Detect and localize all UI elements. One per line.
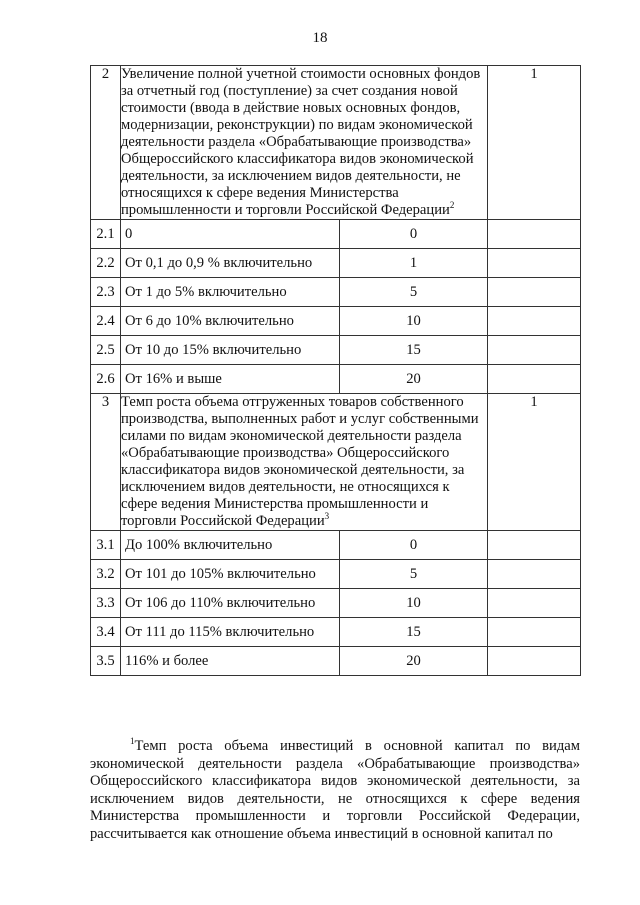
row-number: 3.3 (91, 589, 121, 618)
row-value: 10 (340, 589, 488, 618)
row-number: 2.6 (91, 365, 121, 394)
table-row (91, 336, 581, 365)
row-value: 1 (340, 249, 488, 278)
row-empty-cell (488, 220, 581, 249)
row-empty-cell (488, 307, 581, 336)
row-number: 3.2 (91, 560, 121, 589)
row-number: 2.2 (91, 249, 121, 278)
section-3-number: 3 (91, 394, 121, 531)
row-empty-cell (488, 336, 581, 365)
table-row (91, 531, 581, 560)
row-empty-cell (488, 365, 581, 394)
row-label: От 0,1 до 0,9 % включительно (121, 249, 340, 278)
footnote-marker: 1 (130, 736, 135, 747)
row-label: От 1 до 5% включительно (121, 278, 340, 307)
table-row (91, 647, 581, 676)
row-empty-cell (488, 647, 581, 676)
row-number: 2.3 (91, 278, 121, 307)
footnote-paragraph (90, 738, 580, 843)
footnote (90, 738, 580, 843)
row-number: 2.4 (91, 307, 121, 336)
row-value: 0 (340, 531, 488, 560)
section-2-title: Увеличение полной учетной стоимости основных фондов за отчетный год (поступление) за счет создания новой стоимости (ввода в действие новых основных фондов, модернизации, реконструкции) по видам экономической деятельности раздела «Обрабатывающие производства» Общероссийского классификатора видов экономической деятельности, за исключением видов деятельности, не относящихся к сфере ведения Министерства промышленности и торговли Российской Федерации (121, 66, 481, 218)
table-row (91, 307, 581, 336)
row-label: От 106 до 110% включительно (121, 589, 340, 618)
row-value: 20 (340, 647, 488, 676)
section-3-score: 1 (488, 394, 581, 531)
row-empty-cell (488, 249, 581, 278)
row-label: От 16% и выше (121, 365, 340, 394)
row-number: 3.4 (91, 618, 121, 647)
row-label: От 10 до 15% включительно (121, 336, 340, 365)
section-2-score: 1 (488, 66, 581, 220)
section-3-title: Темп роста объема отгруженных товаров собственного производства, выполненных работ и услуг собственными силами по видам экономической деятельности раздела «Обрабатывающие производства» Общероссийского классификатора видов экономической деятельности, за исключением видов деятельности, не относящихся к сфере ведения Министерства промышленности и торговли Российской Федерации (121, 394, 479, 529)
row-number: 2.1 (91, 220, 121, 249)
row-value: 15 (340, 618, 488, 647)
table-row (91, 589, 581, 618)
page-number: 18 (312, 30, 328, 46)
table-row (91, 560, 581, 589)
row-label: 0 (121, 220, 340, 249)
row-label: 116% и более (121, 647, 340, 676)
row-value: 10 (340, 307, 488, 336)
row-value: 0 (340, 220, 488, 249)
row-empty-cell (488, 531, 581, 560)
section-3-row (91, 394, 581, 531)
row-empty-cell (488, 589, 581, 618)
table-row (91, 618, 581, 647)
row-value: 5 (340, 560, 488, 589)
table-row (91, 365, 581, 394)
row-label: От 111 до 115% включительно (121, 618, 340, 647)
row-empty-cell (488, 278, 581, 307)
row-label: От 101 до 105% включительно (121, 560, 340, 589)
section-2-row (91, 66, 581, 220)
row-number: 3.5 (91, 647, 121, 676)
row-value: 20 (340, 365, 488, 394)
footnote-text: Темп роста объема инвестиций в основной капитал по видам экономической деятельности раздела «Обрабатывающие производства» Общероссийского классификатора видов экономической деятельности, за исключением видов деятельности, не относящихся к сфере ведения Министерства промышленности и торговли Российской Федерации, рассчитывается как отношение объема инвестиций в основной капитал по (90, 738, 580, 842)
table-row (91, 220, 581, 249)
row-empty-cell (488, 618, 581, 647)
row-number: 3.1 (91, 531, 121, 560)
criteria-table (90, 65, 581, 676)
row-empty-cell (488, 560, 581, 589)
section-2-footnote-ref: 2 (449, 200, 455, 211)
row-number: 2.5 (91, 336, 121, 365)
section-3-footnote-ref: 3 (324, 511, 330, 522)
row-label: До 100% включительно (121, 531, 340, 560)
section-2-title-cell (121, 66, 488, 220)
section-2-number: 2 (91, 66, 121, 220)
row-label: От 6 до 10% включительно (121, 307, 340, 336)
table-row (91, 278, 581, 307)
row-value: 5 (340, 278, 488, 307)
table-row (91, 249, 581, 278)
section-3-title-cell (121, 394, 488, 531)
row-value: 15 (340, 336, 488, 365)
